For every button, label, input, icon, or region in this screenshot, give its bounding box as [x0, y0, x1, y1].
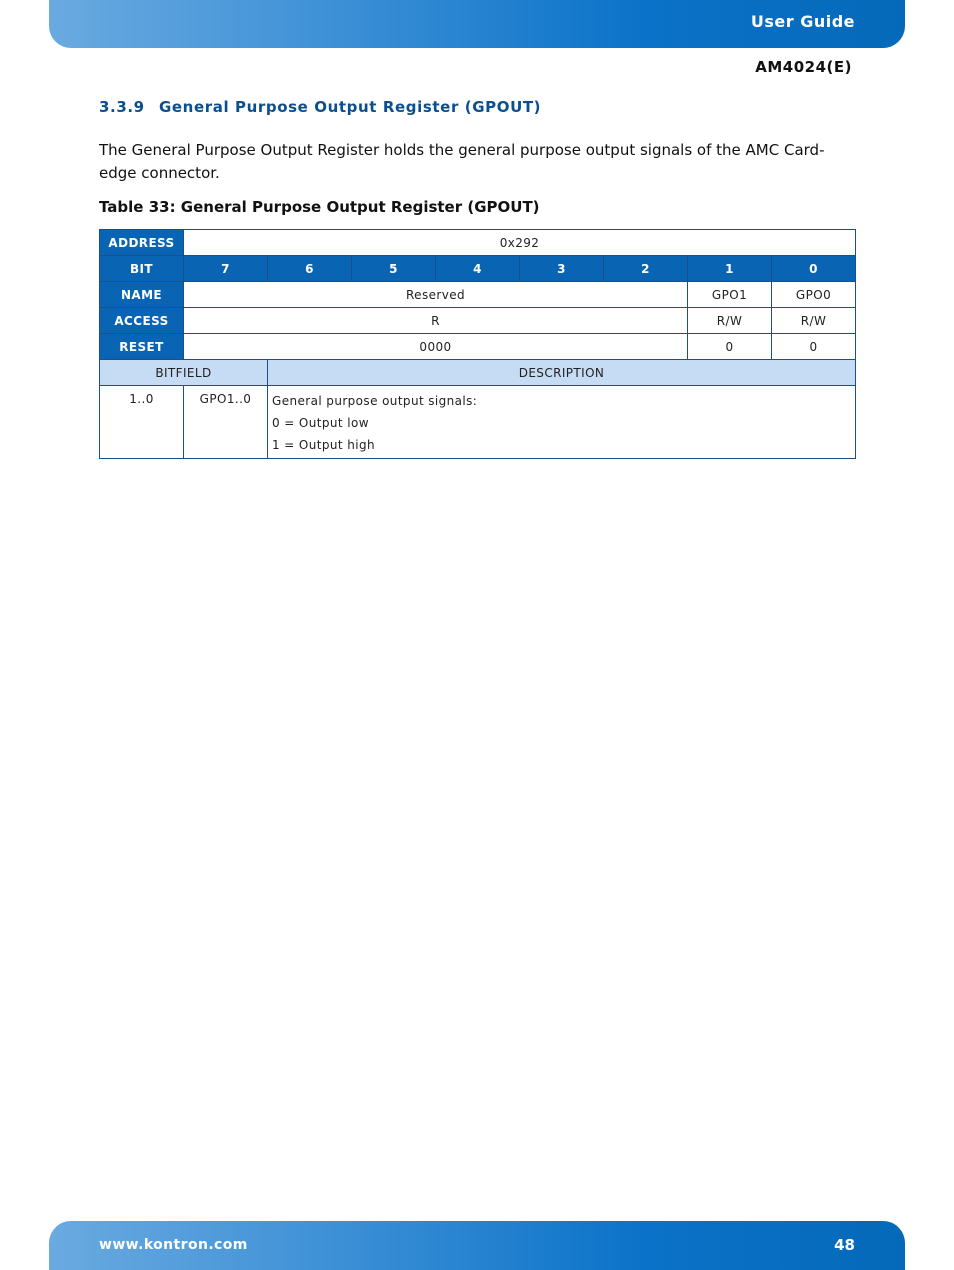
table-row [100, 386, 856, 459]
bit-3: 3 [520, 256, 604, 282]
bitfield-header-row [100, 360, 856, 386]
description-header: DESCRIPTION [268, 360, 856, 386]
reset-reserved: 0000 [184, 334, 688, 360]
footer-url: www.kontron.com [99, 1237, 248, 1253]
bit-row [100, 256, 856, 282]
reset-row [100, 334, 856, 360]
bit-6: 6 [268, 256, 352, 282]
bit-5: 5 [352, 256, 436, 282]
name-gpo0: GPO0 [772, 282, 856, 308]
section-heading [99, 98, 541, 116]
header-bar [49, 0, 905, 48]
footer-bar [49, 1221, 905, 1270]
reset-gpo0: 0 [772, 334, 856, 360]
access-gpo1: R/W [688, 308, 772, 334]
bit-label: BIT [100, 256, 184, 282]
bit-4: 4 [436, 256, 520, 282]
section-number: 3.3.9 [99, 98, 145, 116]
bitfield-name: GPO1..0 [184, 386, 268, 459]
name-label: NAME [100, 282, 184, 308]
address-row [100, 230, 856, 256]
description-line: 0 = Output low [272, 416, 369, 430]
bitfield-header: BITFIELD [100, 360, 268, 386]
name-reserved: Reserved [184, 282, 688, 308]
name-gpo1: GPO1 [688, 282, 772, 308]
bit-7: 7 [184, 256, 268, 282]
page-number: 48 [834, 1236, 855, 1254]
access-row [100, 308, 856, 334]
table-caption: Table 33: General Purpose Output Register (GPOUT) [99, 198, 540, 216]
access-reserved: R [184, 308, 688, 334]
access-label: ACCESS [100, 308, 184, 334]
address-value: 0x292 [184, 230, 856, 256]
header-title: User Guide [750, 12, 855, 31]
product-name: AM4024(E) [755, 58, 852, 76]
description-line: 1 = Output high [272, 438, 375, 452]
address-label: ADDRESS [100, 230, 184, 256]
bit-0: 0 [772, 256, 856, 282]
intro-paragraph: The General Purpose Output Register holds the general purpose output signals of the AMC Card-edge connector. [99, 141, 825, 182]
description-line: General purpose output signals: [272, 394, 478, 408]
bitfield-bits: 1..0 [100, 386, 184, 459]
bit-2: 2 [604, 256, 688, 282]
section-title: General Purpose Output Register (GPOUT) [159, 98, 542, 116]
bitfield-description [268, 386, 856, 459]
name-row [100, 282, 856, 308]
bit-1: 1 [688, 256, 772, 282]
register-table [99, 229, 856, 459]
access-gpo0: R/W [772, 308, 856, 334]
reset-label: RESET [100, 334, 184, 360]
reset-gpo1: 0 [688, 334, 772, 360]
